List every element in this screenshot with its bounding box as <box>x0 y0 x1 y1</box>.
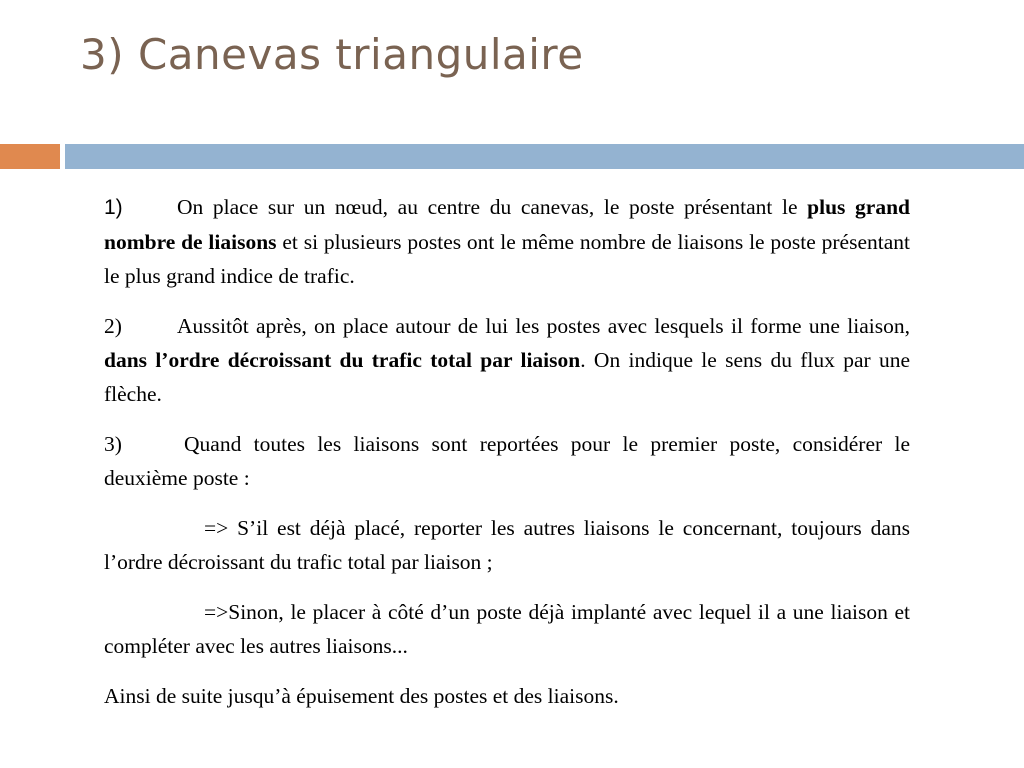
step-number-1: 1) <box>104 196 123 219</box>
paragraph-otherwise <box>104 595 910 663</box>
step-2-text-a: Aussitôt après, on place autour de lui les postes avec lesquels il forme une liaison, <box>177 314 910 338</box>
paragraph-if-placed <box>104 511 910 579</box>
slide-title: 3) Canevas triangulaire <box>80 30 584 79</box>
otherwise-text: =>Sinon, le placer à côté d’un poste déjà implanté avec lequel il a une liaison et compléter avec les autres liaisons... <box>104 600 910 658</box>
slide-body <box>104 190 910 729</box>
step-1-text-a: On place sur un nœud, au centre du canevas, le poste présentant le <box>177 195 808 219</box>
step-1-text-b: et si plusieurs postes ont le même nombre de liaisons le poste présentant le plus grand indice de trafic. <box>104 230 910 288</box>
step-3-text: Quand toutes les liaisons sont reportées pour le premier poste, considérer le deuxième poste : <box>104 432 910 490</box>
conclusion-text: Ainsi de suite jusqu’à épuisement des postes et des liaisons. <box>104 684 619 708</box>
paragraph-step-2 <box>104 309 910 411</box>
step-number-2: 2) <box>104 314 122 338</box>
paragraph-step-3 <box>104 427 910 495</box>
accent-bar-blue <box>65 144 1024 169</box>
step-2-bold: dans l’ordre décroissant du trafic total par liaison <box>104 348 581 372</box>
paragraph-conclusion <box>104 679 910 713</box>
paragraph-step-1 <box>104 190 910 293</box>
step-2-text-b: . On indique le sens du flux par une flèche. <box>104 348 911 406</box>
step-1-bold: plus grand nombre de liaisons <box>104 195 910 254</box>
accent-bar-orange <box>0 144 60 169</box>
step-number-3: 3) <box>104 432 122 456</box>
if-placed-text: => S’il est déjà placé, reporter les autres liaisons le concernant, toujours dans l’ordre décroissant du trafic total par liaison ; <box>104 516 910 574</box>
